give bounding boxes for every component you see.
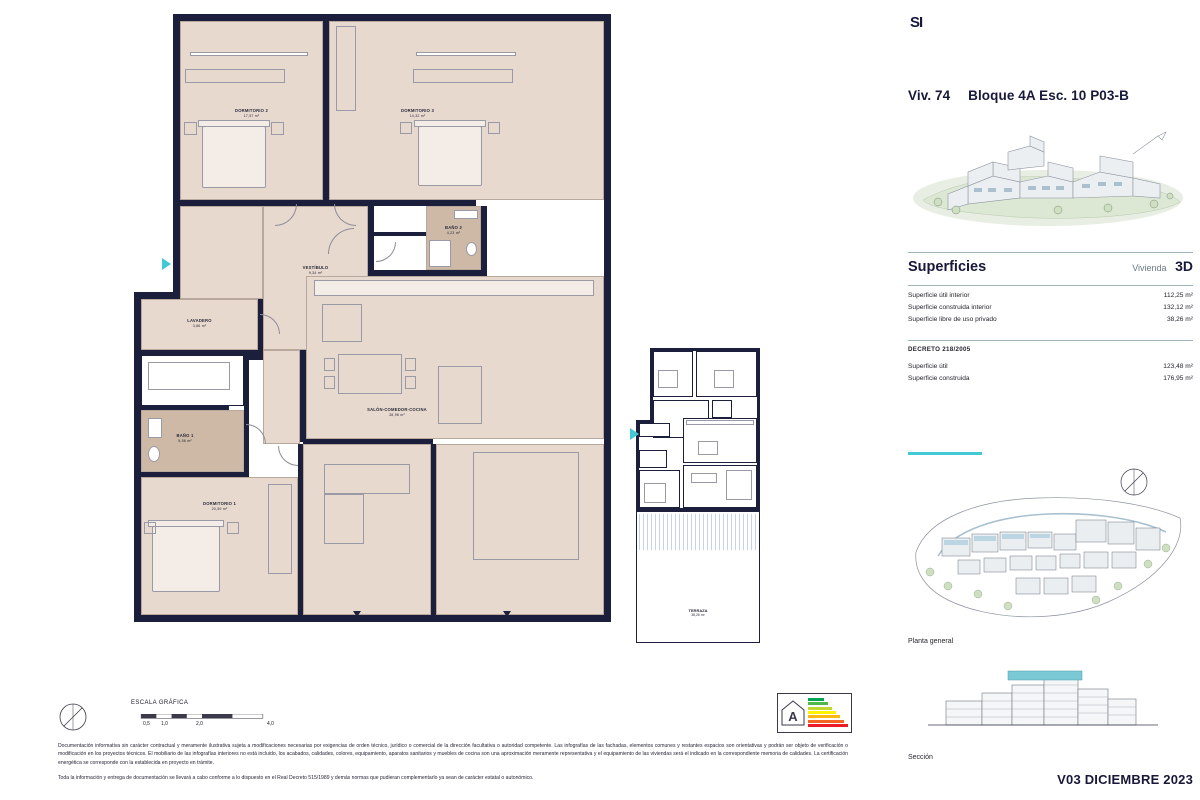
scale-title: ESCALA GRÁFICA	[131, 700, 189, 706]
room-label: VESTÍBULO 9,34 m²	[302, 265, 329, 276]
wardrobe-bed3	[413, 69, 513, 83]
room-label: DORMITORIO 3 14,32 m²	[400, 108, 435, 119]
energy-bar-a	[808, 698, 824, 701]
room-lavadero	[141, 299, 258, 350]
row-label: Superficie construida	[908, 374, 970, 382]
sofa-chaise	[324, 494, 364, 544]
wall-bath1-right	[244, 355, 249, 477]
wall-exterior-right	[604, 14, 611, 620]
kp-table	[698, 441, 718, 455]
accent-divider	[908, 452, 982, 455]
terrace-hatch	[639, 514, 757, 550]
legal-disclaimer	[58, 742, 848, 789]
superficies-heading: Superficies	[908, 259, 987, 275]
terrace-label: TERRAZA 38,26 m²	[688, 608, 708, 617]
sink-bano1	[148, 418, 162, 438]
wall-step-left	[134, 292, 180, 299]
table-row	[908, 360, 1193, 372]
room-label: DORMITORIO 1 20,59 m²	[202, 501, 237, 512]
nightstand-bed3-left	[400, 122, 412, 134]
dining-chair-2	[324, 376, 335, 389]
site-plan-drawing	[908, 460, 1193, 635]
view-marker-2	[503, 611, 511, 617]
kp-wall-right	[757, 348, 760, 511]
section-drawing	[908, 655, 1193, 750]
decreto-table	[908, 360, 1193, 384]
bed-double-bed3	[418, 126, 482, 186]
rule-below-superficies	[908, 285, 1193, 286]
scale-bar	[131, 714, 273, 720]
kp-bed-1	[658, 370, 678, 388]
row-value: 123,48 m²	[1163, 362, 1193, 370]
wall-bath2-divider	[374, 232, 426, 236]
window-bed2	[190, 52, 308, 56]
bed3-headboard	[414, 120, 486, 127]
superficies-table	[908, 289, 1193, 326]
kp-room-lavadero	[639, 423, 670, 437]
scale-tick: 0,5	[143, 721, 150, 727]
row-label: Superficie libre de uso privado	[908, 315, 997, 323]
kp-sofa	[691, 473, 717, 483]
table-row	[908, 372, 1193, 384]
compass-icon	[58, 702, 88, 732]
entry-marker	[162, 258, 171, 270]
row-label: Superficie útil interior	[908, 291, 970, 299]
kp-entry-marker	[630, 428, 639, 440]
row-value: 132,12 m²	[1163, 303, 1193, 311]
wall-exterior-bottom	[134, 615, 611, 622]
kp-room-bano2	[712, 400, 732, 418]
scale-tick: 4,0	[267, 721, 274, 727]
energy-bar-d	[808, 711, 836, 714]
scale-tick: 2,0	[196, 721, 203, 727]
row-value: 112,25 m²	[1163, 291, 1193, 299]
energy-scale	[808, 698, 849, 728]
svg-text:A: A	[788, 709, 798, 724]
energy-bar-f	[808, 720, 844, 723]
nightstand-bed3-right	[488, 122, 500, 134]
sofa-main	[324, 464, 410, 494]
vivienda-label: Vivienda	[1132, 263, 1167, 273]
table-row	[908, 313, 1193, 325]
nightstand-bed1-right	[227, 522, 239, 534]
dining-chair-1	[324, 358, 335, 371]
rug-living	[473, 452, 579, 560]
info-panel	[900, 0, 1200, 800]
kp-room-bano1	[639, 450, 667, 468]
wall-exterior-left-lower	[134, 292, 141, 622]
wall-exterior-top	[173, 14, 611, 21]
sink-bano2	[454, 210, 478, 219]
nightstand-bed2-right	[271, 122, 284, 135]
building-3d-render	[908, 118, 1193, 228]
kitchen-island	[322, 304, 362, 342]
superficies-header	[908, 258, 1193, 275]
row-label: Superficie útil	[908, 362, 948, 370]
toilet-bano1	[148, 446, 160, 462]
row-value: 38,26 m²	[1166, 315, 1193, 323]
bed-double-bed2	[202, 126, 266, 188]
table-row	[908, 301, 1193, 313]
room-label: BAÑO 2 4,23 m²	[444, 225, 463, 236]
unit-block: Bloque 4A Esc. 10 P03-B	[968, 88, 1129, 103]
site-plan-caption: Planta general	[908, 638, 954, 645]
vivienda-3d: 3D	[1175, 258, 1193, 274]
room-label: DORMITORIO 2 17,57 m²	[234, 108, 269, 119]
shower-bano2	[429, 240, 451, 267]
wall-exterior-left-upper	[173, 14, 180, 292]
kp-bed-3	[644, 483, 666, 503]
room-label: BAÑO 1 5,56 m²	[176, 433, 194, 444]
nightstand-bed1-left	[144, 522, 156, 534]
closet-bed3-side	[336, 26, 356, 111]
vivienda-tag	[1132, 258, 1193, 274]
legal-paragraph-2: Toda la información y entrega de documentación se llevará a cabo conforme a lo dispuesto en el Real Decreto 515/1989 y demás normas que pudieran complementarlo ya sean de carácter estatal o autonómico.	[58, 774, 534, 781]
toilet-bano2	[466, 242, 477, 256]
brand-logo: SI	[910, 14, 923, 31]
room-hall-lower	[263, 350, 300, 444]
room-label: SALÓN-COMEDOR-COCINA 38,96 m²	[367, 407, 427, 418]
energy-bar-g	[808, 724, 848, 727]
energy-certificate-label	[777, 693, 852, 733]
bed1-headboard	[148, 520, 224, 527]
rule-above-superficies	[908, 252, 1193, 253]
decreto-title: DECRETO 218/2005	[908, 346, 971, 353]
legal-paragraph-1: Documentación informativa sin carácter contractual y meramente ilustrativa sujeta a modificaciones necesarias por exigencias de orden técnico, jurídico o comercial de la dirección facultativa o autoridad competente. Las infografías de las fachadas, elementos comunes y restantes espacios son orientativas y podrán ser objeto de verificación o modificación en los proyectos técnicos. El mobiliario de las infografías interiores no está incluido, los acabados, calidades, colores, equipamiento, aparatos sanitarios y muebles de cocina son una aproximación meramente representativa y el equipamiento de las viviendas será el indicado en la correspondiente memoria de calidades. La certificación energética se corresponde con la establecida en proyecto en trámite.	[58, 743, 848, 766]
row-label: Superficie construida interior	[908, 303, 992, 311]
key-plan-small	[636, 348, 781, 658]
dining-table	[338, 354, 402, 394]
room-label: LAVADERO 3,86 m²	[187, 318, 212, 329]
wall-bath2-left	[368, 206, 374, 276]
kp-rug	[726, 470, 752, 500]
version-label: V03 DICIEMBRE 2023	[1057, 772, 1193, 787]
rule-above-decreto	[908, 340, 1193, 341]
door-bano2	[376, 242, 396, 262]
kp-kitchen	[686, 420, 754, 425]
view-marker-1	[353, 611, 361, 617]
bed-double-bed1	[152, 526, 220, 592]
wardrobe-bed2	[185, 69, 285, 83]
kp-bed-2	[714, 370, 734, 388]
floor-plan-drawing	[128, 14, 628, 644]
wall-bath2-right	[481, 206, 487, 276]
bed2-headboard	[198, 120, 270, 127]
dining-chair-3	[405, 358, 416, 371]
dining-chair-4	[405, 376, 416, 389]
row-value: 176,95 m²	[1163, 374, 1193, 382]
table-row	[908, 289, 1193, 301]
energy-bar-e	[808, 715, 840, 718]
kitchen-counter	[314, 280, 594, 296]
bathtub-bano1	[148, 362, 230, 390]
house-icon	[780, 699, 806, 727]
nightstand-bed2-left	[184, 122, 197, 135]
unit-number: Viv. 74	[908, 88, 951, 103]
room-vestibulo-ext	[180, 206, 263, 299]
kp-room-terraza	[636, 511, 760, 643]
door-bed1	[278, 446, 298, 466]
wardrobe-bed1	[268, 484, 292, 574]
unit-title	[908, 88, 1193, 103]
section-caption: Sección	[908, 754, 933, 761]
energy-bar-b	[808, 702, 828, 705]
window-bed3	[416, 52, 516, 56]
tv-unit	[438, 366, 482, 424]
scale-tick: 1,0	[161, 721, 168, 727]
energy-bar-c	[808, 707, 832, 710]
